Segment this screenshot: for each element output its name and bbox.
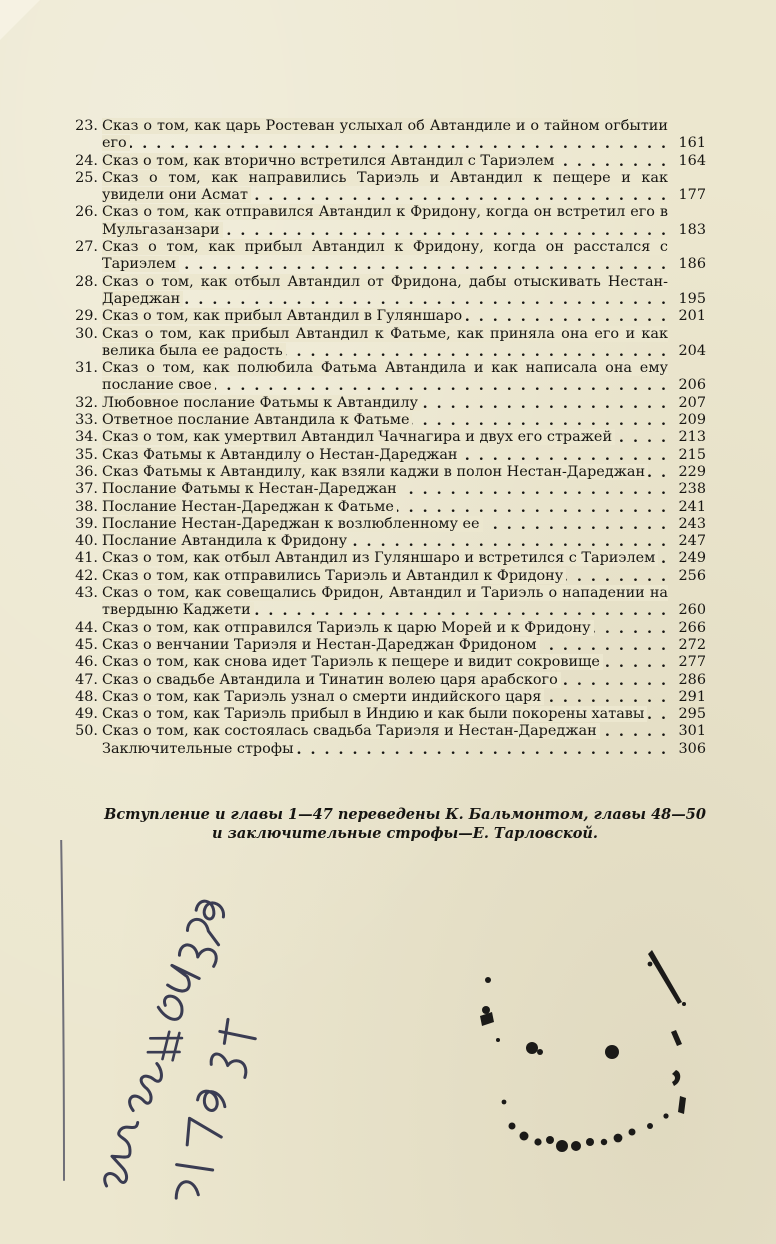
library-stamp xyxy=(440,920,720,1180)
toc-entry-page: 247 xyxy=(678,533,706,550)
toc-entry xyxy=(72,412,706,429)
toc-entry-page: 229 xyxy=(678,463,706,480)
toc-entry-page: 201 xyxy=(678,308,706,325)
toc-entry-page: 161 xyxy=(678,135,706,152)
toc-entry xyxy=(72,533,706,550)
toc-entry-page: 277 xyxy=(678,654,706,671)
toc-entry-page: 186 xyxy=(678,256,706,273)
toc-entry-title xyxy=(102,326,672,361)
toc-entry-title-text: Сказ о том, как отправились Тариэль и Автандил к Фридону xyxy=(102,568,566,584)
toc-entry-title-text: Сказ о том, как прибыл Автандил к Фридону, когда он расстался с Тариэлем xyxy=(102,239,668,273)
toc-entry-title xyxy=(102,585,672,620)
toc-entry-number: 50. xyxy=(75,723,98,740)
toc-entry xyxy=(72,447,706,464)
toc-entry-title-text: Сказ о том, как отбыл Автандил из Гуляншаро и встретился с Тариэлем xyxy=(102,550,658,566)
toc-entry-title xyxy=(102,153,672,170)
toc-entry xyxy=(72,550,706,567)
toc-entry-title xyxy=(102,447,672,464)
toc-entry-number: 31. xyxy=(75,360,98,377)
toc-entry-title-text: Сказ о том, как прибыл Автандил в Гуляншаро xyxy=(102,308,465,324)
toc-entry-page: 238 xyxy=(678,481,706,498)
toc-entry xyxy=(72,637,706,654)
toc-entry-title-text: Сказ о том, как отбыл Автандил от Фридона, дабы отыскивать Нестан-Дареджан xyxy=(102,273,668,307)
toc-entry-page: 260 xyxy=(678,602,706,619)
toc-entry-page: 295 xyxy=(678,706,706,723)
toc-entry-title xyxy=(102,308,672,325)
toc-entry-number: 37. xyxy=(75,481,98,498)
toc-entry-title-text: Сказ о том, как совещались Фридон, Автандил и Тариэль о нападении на твердыню Каджети xyxy=(102,585,668,619)
toc-entry-page: 272 xyxy=(678,636,706,653)
toc-entry-title-text: Послание Нестан-Дареджан к Фатьме xyxy=(102,499,397,515)
toc-entry-title-text: Сказ о том, как вторично встретился Автандил с Тариэлем xyxy=(102,153,557,169)
toc-entry-title xyxy=(102,706,672,723)
toc-entry-title-text: Сказ о том, как состоялась свадьба Тариэля и Нестан-Дареджан xyxy=(102,723,600,739)
toc-entry-page: 301 xyxy=(678,723,706,740)
toc-entry-title xyxy=(102,689,672,706)
toc-entry-number: 35. xyxy=(75,446,98,463)
toc-entry-title xyxy=(102,274,672,309)
toc-entry-title xyxy=(102,395,672,412)
toc-entry-title-text: Сказ о том, как Тариэль узнал о смерти индийского царя xyxy=(102,689,544,705)
toc-entry-title xyxy=(102,499,672,516)
toc-entry-number: 43. xyxy=(75,585,98,602)
toc-entry-page: 266 xyxy=(678,619,706,636)
toc-entry-page: 195 xyxy=(678,290,706,307)
toc-entry xyxy=(72,274,706,309)
toc-entry-title xyxy=(102,533,672,550)
toc-entry-number: 28. xyxy=(75,273,98,290)
toc-entry-title-text: Послание Фатьмы к Нестан-Дареджан xyxy=(102,481,400,497)
toc-entry xyxy=(72,153,706,170)
toc-entry-page: 209 xyxy=(678,412,706,429)
toc-entry-number: 26. xyxy=(75,204,98,221)
toc-entry xyxy=(72,516,706,533)
toc-entry xyxy=(72,741,706,758)
toc-entry-title-text: Сказ о венчании Тариэля и Нестан-Дареджан Фридоном xyxy=(102,637,540,653)
toc-entry-number: 44. xyxy=(75,619,98,636)
toc-entry-title-text: Сказ о том, как царь Ростеван услыхал об Автандиле и о тайном огбытии его xyxy=(102,118,668,152)
toc-entry xyxy=(72,170,706,205)
toc-entry-title-text: Сказ о том, как полюбила Фатьма Автандила и как написала она ему послание свое xyxy=(102,360,668,394)
toc-entry-title xyxy=(102,464,672,481)
toc-entry-title xyxy=(102,672,672,689)
toc-entry-number: 30. xyxy=(75,325,98,342)
toc-entry-title xyxy=(102,204,672,239)
toc-entry-title-text: Сказ о том, как отправился Автандил к Фридону, когда он встретил его в Мульгазанзари xyxy=(102,204,668,238)
toc-entry xyxy=(72,326,706,361)
toc-entry-title-text: Сказ о свадьбе Автандила и Тинатин волею царя арабского xyxy=(102,672,561,688)
toc-entry-page: 164 xyxy=(678,152,706,169)
toc-entry-page: 183 xyxy=(678,221,706,238)
toc-entry-number: 25. xyxy=(75,169,98,186)
toc-entry-number: 49. xyxy=(75,706,98,723)
toc-entry-title xyxy=(102,360,672,395)
toc-entry-title-text: Сказ о том, как Тариэль прибыл в Индию и как были покорены хатавы xyxy=(102,706,647,722)
toc-entry-page: 286 xyxy=(678,671,706,688)
toc-entry-title-text: Сказ о том, как направились Тариэль и Автандил к пещере и как увидели они Асмат xyxy=(102,169,668,204)
toc-entry-number: 24. xyxy=(75,152,98,169)
toc-entry xyxy=(72,429,706,446)
toc-entry xyxy=(72,395,706,412)
toc-entry xyxy=(72,360,706,395)
toc-entry-title xyxy=(102,412,672,429)
toc-entry-page: 213 xyxy=(678,429,706,446)
toc-entry-number: 41. xyxy=(75,550,98,567)
toc-entry-page: 177 xyxy=(678,187,706,204)
toc-entry xyxy=(72,568,706,585)
toc-entry-title-text: Любовное послание Фатьмы к Автандилу xyxy=(102,395,421,411)
toc-entry xyxy=(72,723,706,740)
table-of-contents xyxy=(72,118,706,758)
toc-entry-page: 204 xyxy=(678,342,706,359)
toc-entry xyxy=(72,239,706,274)
toc-entry-number: 39. xyxy=(75,515,98,532)
toc-entry xyxy=(72,481,706,498)
toc-entry-number: 45. xyxy=(75,636,98,653)
toc-entry-title xyxy=(102,723,672,740)
toc-entry xyxy=(72,620,706,637)
toc-entry xyxy=(72,706,706,723)
toc-entry-title-text: Сказ Фатьмы к Автандилу, как взяли каджи в полон Нестан-Дареджан xyxy=(102,464,648,480)
toc-entry-page: 243 xyxy=(678,515,706,532)
toc-entry-page: 249 xyxy=(678,550,706,567)
toc-entry-number: 34. xyxy=(75,429,98,446)
toc-entry-number: 29. xyxy=(75,308,98,325)
toc-entry xyxy=(72,585,706,620)
toc-entry-title-text: Сказ о том, как прибыл Автандил к Фатьме, как приняла она его и как велика была ее радость xyxy=(102,325,668,359)
toc-entry-title xyxy=(102,239,672,274)
toc-entry-number: 36. xyxy=(75,463,98,480)
handwritten-inventory-note xyxy=(40,840,300,1220)
toc-entry-number: 42. xyxy=(75,567,98,584)
translator-note: Вступление и главы 1—47 переведены К. Бальмонтом, главы 48—50 и заключительные строфы—Е. Тарловской. xyxy=(104,806,706,842)
toc-entry-number: 46. xyxy=(75,654,98,671)
toc-entry-page: 291 xyxy=(678,688,706,705)
toc-entry-number: 47. xyxy=(75,671,98,688)
toc-entry-page: 241 xyxy=(678,498,706,515)
toc-entry-title-text: Сказ о том, как отправился Тариэль к царю Морей и к Фридону xyxy=(102,620,594,636)
toc-entry xyxy=(72,672,706,689)
toc-entry-title-text: Сказ о том, как снова идет Тариэль к пещере и видит сокровище xyxy=(102,654,603,670)
toc-entry-number: 48. xyxy=(75,688,98,705)
toc-entry-title xyxy=(102,550,672,567)
toc-entry-number: 27. xyxy=(75,239,98,256)
toc-entry-title xyxy=(102,654,672,671)
toc-entry-title-text: Ответное послание Автандила к Фатьме xyxy=(102,412,412,428)
toc-entry-page: 306 xyxy=(678,740,706,757)
toc-entry-title xyxy=(102,429,672,446)
toc-entry xyxy=(72,308,706,325)
toc-entry-title xyxy=(102,568,672,585)
toc-entry-title xyxy=(102,118,672,153)
toc-entry-number: 40. xyxy=(75,533,98,550)
toc-entry-title-text: Сказ Фатьмы к Автандилу о Нестан-Дареджан xyxy=(102,447,461,463)
toc-entry xyxy=(72,464,706,481)
toc-entry-title-text: Послание Нестан-Дареджан к возлюбленному ее xyxy=(102,516,483,532)
toc-entry-page: 256 xyxy=(678,567,706,584)
toc-entry-number: 23. xyxy=(75,118,98,134)
toc-entry-title xyxy=(102,620,672,637)
toc-entry-title xyxy=(102,741,672,758)
toc-entry-title-text: Послание Автандила к Фридону xyxy=(102,533,350,549)
toc-entry-page: 215 xyxy=(678,446,706,463)
toc-entry-title xyxy=(102,637,672,654)
toc-entry-title xyxy=(102,516,672,533)
toc-entry-page: 207 xyxy=(678,394,706,411)
toc-entry-page: 206 xyxy=(678,377,706,394)
toc-entry xyxy=(72,118,706,153)
toc-entry xyxy=(72,654,706,671)
toc-entry xyxy=(72,204,706,239)
toc-entry-title xyxy=(102,481,672,498)
toc-entry xyxy=(72,689,706,706)
toc-entry-number: 33. xyxy=(75,412,98,429)
page-corner-fold xyxy=(0,0,40,40)
toc-entry-title-text: Заключительные строфы xyxy=(102,741,297,757)
toc-entry xyxy=(72,499,706,516)
toc-entry-title-text: Сказ о том, как умертвил Автандил Чачнагира и двух его стражей xyxy=(102,429,615,445)
toc-entry-title xyxy=(102,170,672,205)
toc-entry-number: 38. xyxy=(75,498,98,515)
toc-entry-number: 32. xyxy=(75,394,98,411)
